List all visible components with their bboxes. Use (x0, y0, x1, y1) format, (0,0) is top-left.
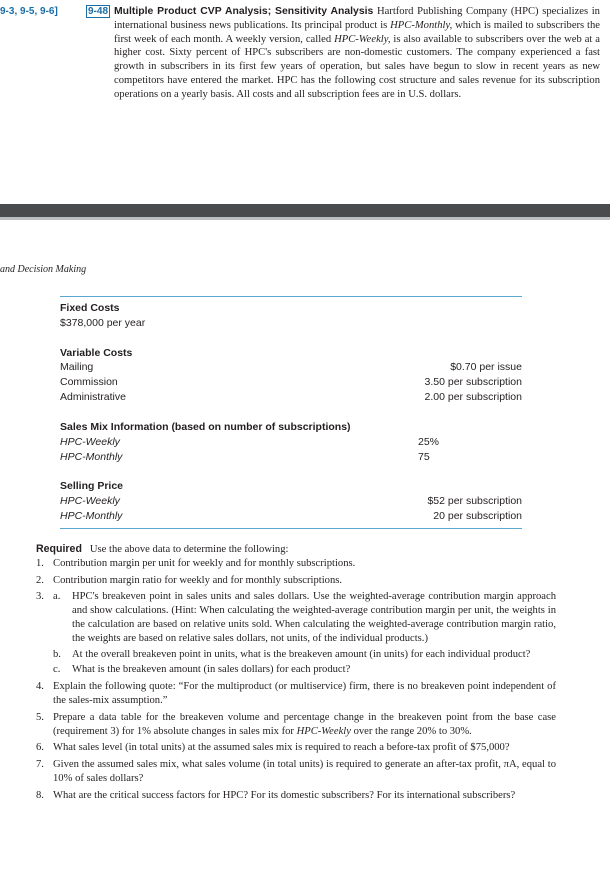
price-weekly-label: HPC-Weekly (60, 495, 120, 507)
table-row (60, 360, 522, 374)
fixed-costs-heading: Fixed Costs (60, 302, 120, 314)
commission-value: 3.50 per subscription (424, 376, 522, 388)
question-5: 5. Prepare a data table for the breakeven volume and percentage change in the breakeven point from the base case (requirement 3) for 1% absolute changes in sales mix for HPC-Weekly over the range 20% to 30%. (36, 711, 556, 737)
product-monthly: HPC-Monthly, (390, 19, 453, 31)
question-3: 3. a. HPC's breakeven point in sales units and sales dollars. Use the weighted-average contribution margin approach and show calculations. (Hint: When calculating the weighted-average contribution margin per unit, the weights in the calculation are based on relative units sold. When calculating the weighted-average contribution margin ratio, the weights are based on relative sales dollars, not units, of the individual products.) (36, 591, 556, 644)
question-8: 8. What are the critical success factors for HPC? For its domestic subscribers? For its international subscribers? (36, 789, 516, 801)
variable-costs-heading: Variable Costs (60, 347, 133, 359)
learning-objective-refs: 9-3, 9-5, 9-6] (0, 6, 58, 17)
table-row (60, 450, 522, 464)
table-bottom-rule (60, 528, 522, 529)
product-weekly: HPC-Weekly, (334, 33, 391, 45)
mix-monthly-value: 75 (418, 451, 430, 463)
price-weekly-value: $52 per subscription (427, 495, 522, 507)
question-6: 6. What sales level (in total units) at the assumed sales mix is required to reach a before-tax profit of $75,000? (36, 742, 510, 754)
problem-number: 9-48 (88, 6, 109, 17)
mix-weekly-label: HPC-Weekly (60, 436, 120, 448)
required-title: Required (36, 543, 82, 555)
mailing-value: $0.70 per issue (450, 361, 522, 373)
mix-monthly-label: HPC-Monthly (60, 451, 123, 463)
problem-intro-3: is also available to subscribers over the web at a higher cost. Sixty percent of HPC's subscribers are non-domestic customers. The company experienced a fast growth in subscribers in its first few years of operation, but sales have begun to slow in recent years as new competitors have entered the market. HPC has the following cost structure and sales revenue for its subscription operations on a yearly basis. All costs and all subscription fees are in U.S. dollars. (114, 33, 600, 100)
question-1: 1. Contribution margin per unit for weekly and for monthly subscriptions. (36, 557, 356, 569)
problem-title: Multiple Product CVP Analysis; Sensitivity Analysis (114, 6, 374, 17)
table-row (60, 435, 522, 449)
sales-mix-heading: Sales Mix Information (based on number of subscriptions) (60, 421, 351, 433)
question-3c: c. What is the breakeven amount (in sales dollars) for each product? (53, 664, 351, 676)
problem-block (0, 5, 600, 102)
price-monthly-value: 20 per subscription (433, 510, 522, 522)
mix-weekly-value: 25% (418, 436, 440, 448)
table-row (60, 346, 522, 360)
selling-price-heading: Selling Price (60, 480, 124, 492)
required-section (36, 543, 556, 803)
question-7: 7. Given the assumed sales mix, what sales volume (in total units) is required to generate an after-tax profit, πA, equal to 10% of sales dollars? (36, 759, 556, 784)
page-break-shadow (0, 217, 610, 220)
table-row (60, 390, 522, 404)
problem-intro-2: which is mailed to subscribers the first week of each month. A weekly version, called (114, 19, 600, 45)
table-row (60, 479, 522, 493)
problem-text (114, 5, 600, 102)
question-3a: a. HPC's breakeven point in sales units and sales dollars. Use the weighted-average contribution margin approach and show calculations. (Hint: When calculating the weighted-average contribution margin per unit, the weights in the calculation are based on relative units sold. When calculating the weighted-average contribution margin ratio, the weights are based on relative sales dollars, not units, of the individual products.) (53, 591, 556, 644)
table-row (60, 509, 522, 523)
commission-label: Commission (60, 376, 118, 388)
fixed-costs-value: $378,000 per year (60, 317, 146, 329)
running-head: and Decision Making (0, 264, 87, 275)
administrative-label: Administrative (60, 391, 126, 403)
table-row (60, 494, 522, 508)
administrative-value: 2.00 per subscription (424, 391, 522, 403)
page-break-band (0, 204, 610, 217)
table-row (60, 375, 522, 389)
problem-intro-1: Hartford Publishing Company (HPC) specializes in international business news publications. Its principal product is (114, 6, 600, 31)
question-3b: b. At the overall breakeven point in units, what is the breakeven amount (in units) for each individual product? (53, 648, 531, 660)
price-monthly-label: HPC-Monthly (60, 510, 123, 522)
table-row (60, 420, 522, 434)
mailing-label: Mailing (60, 361, 94, 373)
table-row (60, 316, 522, 330)
question-4: 4. Explain the following quote: “For the multiproduct (or multiservice) firm, there is no breakeven point independent of the sales-mix assumption.” (36, 681, 556, 706)
required-intro: Use the above data to determine the following: (89, 544, 289, 555)
required-heading-line (36, 543, 556, 557)
table-top-rule (60, 296, 522, 297)
table-row (60, 301, 522, 315)
question-2: 2. Contribution margin ratio for weekly and for monthly subscriptions. (36, 574, 343, 586)
